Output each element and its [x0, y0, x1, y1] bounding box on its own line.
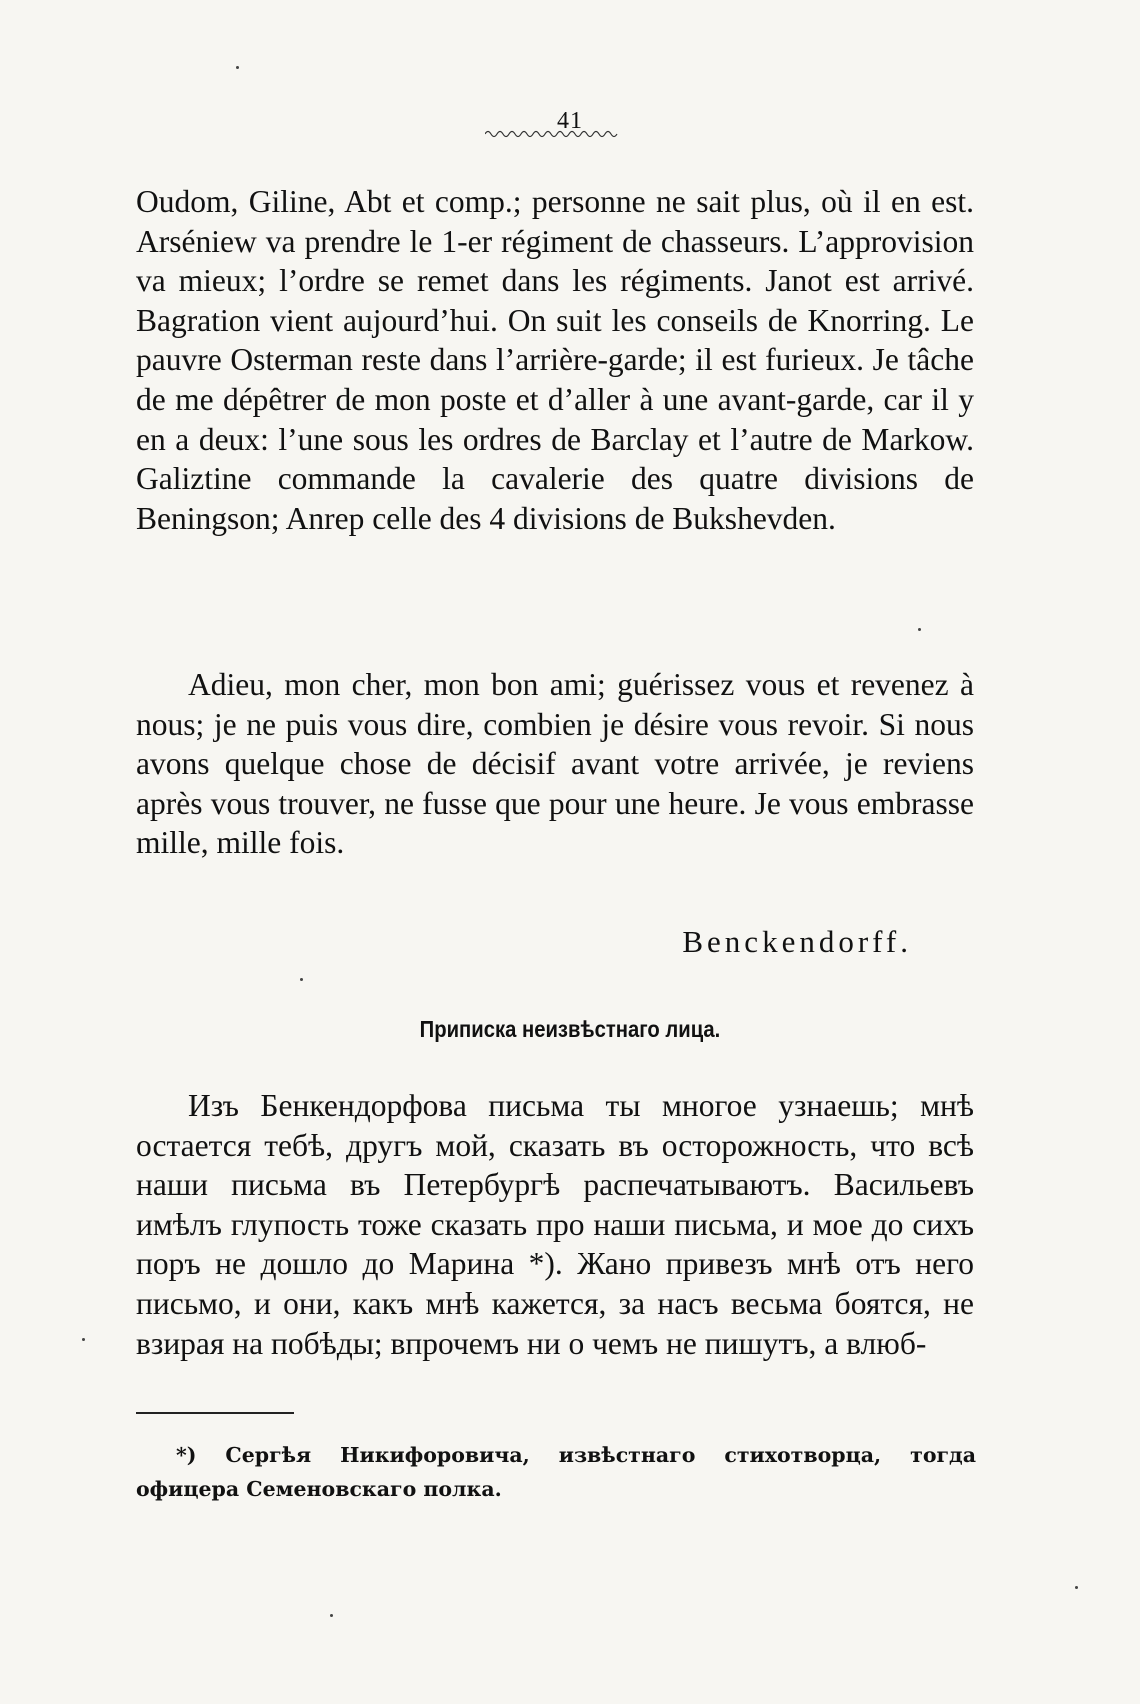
postscript-title: Приписка неизвѣстнаго лица.	[419, 1016, 721, 1042]
postscript-paragraph	[136, 1086, 974, 1363]
paper-speck	[82, 1338, 85, 1341]
footnote-text: Сергѣя Никифоровича, извѣстнаго стихотворца, тогда офицера Семеновскаго полка.	[136, 1443, 977, 1501]
page-number-ornament	[485, 128, 625, 140]
footnote-mark: *)	[176, 1443, 197, 1467]
paper-speck	[918, 628, 921, 631]
letter-paragraph-2	[136, 665, 974, 863]
paper-speck	[300, 978, 303, 981]
page-number: 41	[557, 108, 583, 134]
footnote	[136, 1438, 976, 1506]
letter-paragraph-1-text: Oudom, Giline, Abt et comp.; personne ne sait plus, où il en est. Arséniew va prendre le 1-er régiment de chasseurs. L’approvision va mieux; l’ordre se remet dans les régiments. Janot est arrivé. Bagration vient aujourd’hui. On suit les conseils de Knorring. Le pauvre Osterman reste dans l’arrière-garde; il est furieux. Je tâche de me dépêtrer de mon poste et d’aller à une avant-garde, car il y en a deux: l’une sous les ordres de Barclay et l’autre de Markow. Galiztine commande la cavalerie des quatre divisions de Beningson; Anrep celle des 4 divisions de Bukshevden.	[136, 184, 974, 536]
letter-paragraph-2-text: Adieu, mon cher, mon bon ami; guérissez vous et revenez à nous; je ne puis vous dire, combien je désire vous revoir. Si nous avons quelque chose de décisif avant votre arrivée, je reviens après vous trouver, ne fusse que pour une heure. Je vous embrasse mille, mille fois.	[136, 667, 974, 861]
postscript-text: Изъ Бенкендорфова письма ты многое узнаешь; мнѣ остается тебѣ, другъ мой, сказать въ осторожность, что всѣ наши письма въ Петербургѣ распечатываютъ. Васильевъ имѣлъ глупость тоже сказать про наши письма, и мое до сихъ поръ не дошло до Марина *). Жано привезъ мнѣ отъ него письмо, и они, какъ мнѣ кажется, за насъ весьма боятся, не взирая на побѣды; впрочемъ ни о чемъ не пишутъ, а влюб-	[136, 1088, 974, 1361]
footnote-divider	[136, 1412, 294, 1414]
paper-speck	[1075, 1586, 1078, 1589]
letter-signature: Benckendorff.	[682, 924, 912, 959]
paper-speck	[236, 66, 239, 69]
letter-paragraph-1	[136, 182, 974, 538]
paper-speck	[330, 1614, 333, 1617]
